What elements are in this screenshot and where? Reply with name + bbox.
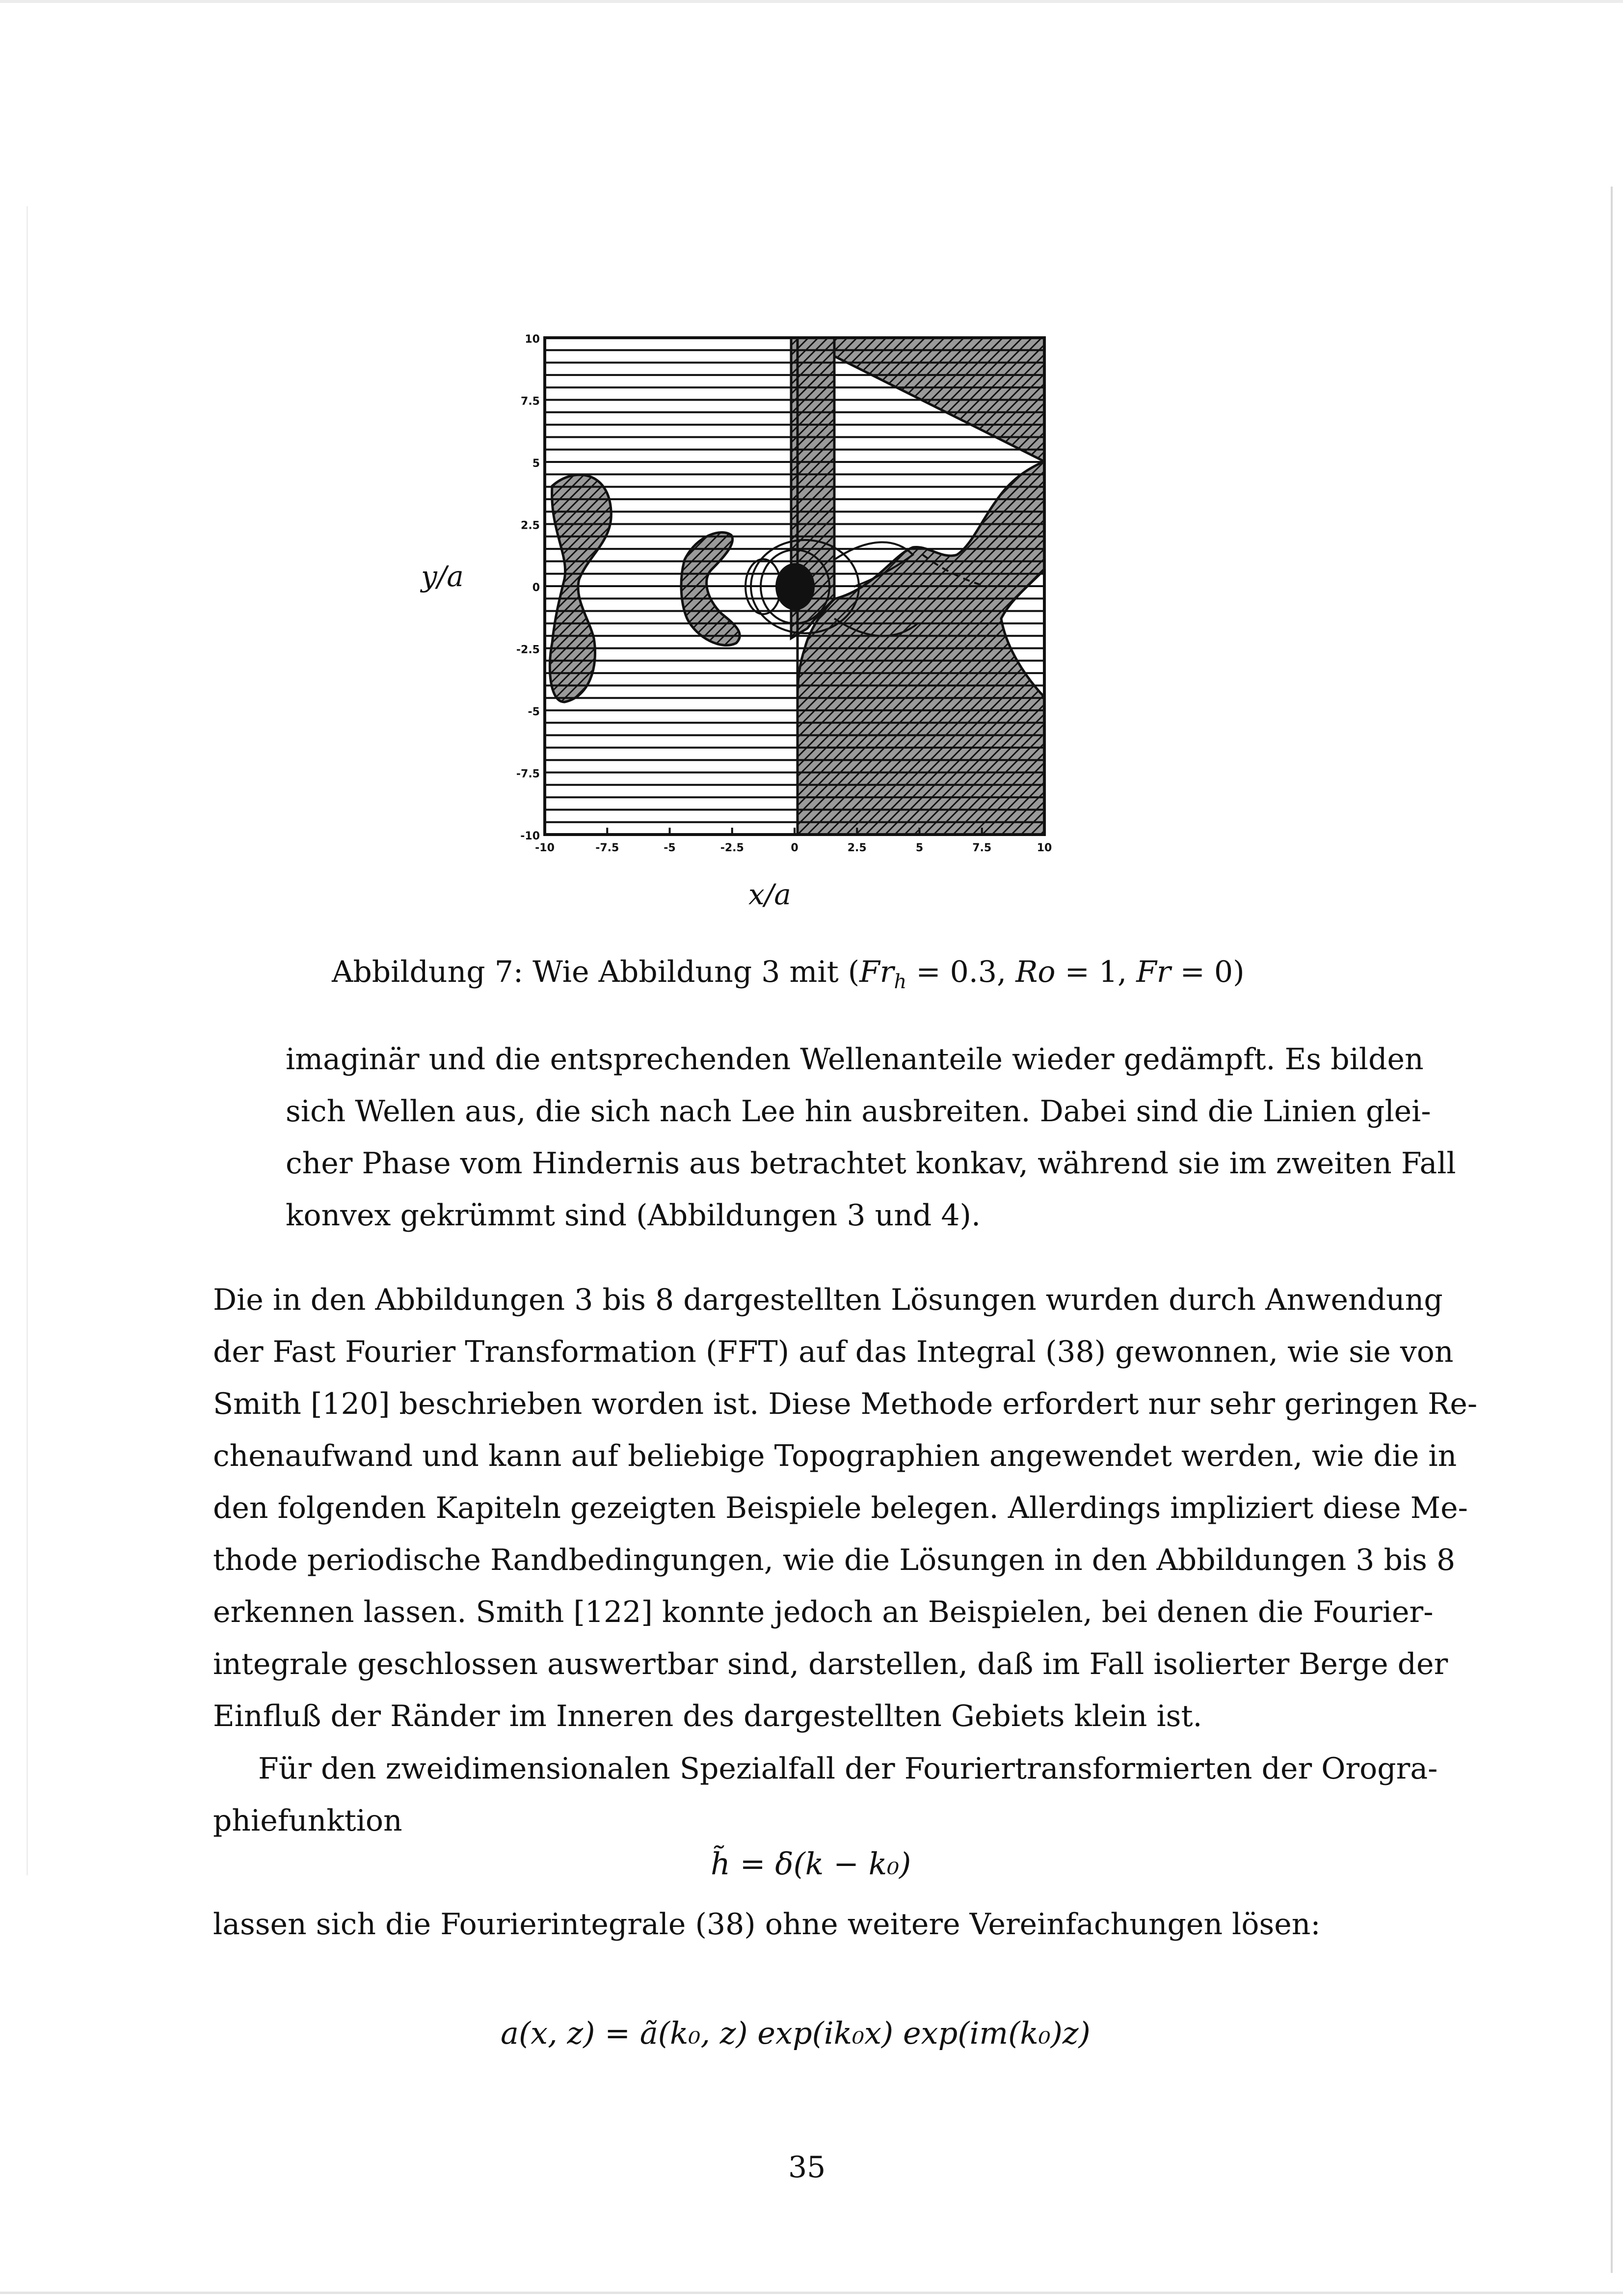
paragraph-3: [213, 1743, 1438, 1847]
paragraph-3-line: Für den zweidimensionalen Spezialfall der Fouriertransformierten der Orogra-: [258, 1752, 1438, 1786]
y-axis-label: y/a: [421, 560, 464, 593]
paragraph-2-line: thode periodische Randbedingungen, wie die Lösungen in den Abbildungen 3 bis 8: [213, 1543, 1456, 1577]
scan-edge-right: [1611, 187, 1613, 2273]
paragraph-2-line: chenaufwand und kann auf beliebige Topographien angewendet werden, wie die in: [213, 1439, 1457, 1473]
scan-edge-top: [0, 0, 1623, 3]
paragraph-1: [286, 1033, 1456, 1242]
caption-eq3: = 0): [1171, 955, 1245, 989]
horizontal-contour-lines: [545, 338, 1044, 835]
paragraph-2-line: erkennen lassen. Smith [122] konnte jedoch an Beispielen, bei denen die Fourier-: [213, 1595, 1434, 1629]
caption-subscript-h: h: [894, 971, 907, 993]
caption-prefix: Abbildung 7: Wie Abbildung 3 mit (: [332, 955, 860, 989]
y-tick-label: 10: [525, 333, 540, 346]
x-tick-label: 5: [915, 842, 924, 854]
caption-var-frh: Fr: [859, 955, 894, 989]
x-axis-label: x/a: [748, 878, 791, 911]
paragraph-1-line: imaginär und die entsprechenden Wellenanteile wieder gedämpft. Es bilden: [286, 1042, 1424, 1077]
x-tick-label: -7.5: [595, 842, 619, 854]
paragraph-2: [213, 1274, 1478, 1742]
y-tick-label: -10: [520, 830, 540, 842]
y-tick-label: 0: [532, 582, 540, 594]
equation-1: h̃ = δ(k − k₀): [711, 1846, 911, 1882]
y-tick-label: 7.5: [521, 395, 540, 408]
y-tick-label: 5: [532, 458, 540, 470]
paragraph-1-line: sich Wellen aus, die sich nach Lee hin ausbreiten. Dabei sind die Linien glei-: [286, 1094, 1431, 1129]
paragraph-2-line: Smith [120] beschrieben worden ist. Diese Methode erfordert nur sehr geringen Re-: [213, 1387, 1478, 1421]
y-tick-label: -5: [528, 706, 540, 718]
paragraph-2-line: Einfluß der Ränder im Inneren des dargestellten Gebiets klein ist.: [213, 1699, 1202, 1733]
page-number: 35: [788, 2150, 826, 2185]
y-tick-label: -2.5: [516, 644, 540, 656]
x-tick-label: -2.5: [720, 842, 744, 854]
paragraph-2-line: Die in den Abbildungen 3 bis 8 dargestellten Lösungen wurden durch Anwendung: [213, 1283, 1443, 1317]
paragraph-2-line: den folgenden Kapiteln gezeigten Beispiele belegen. Allerdings impliziert diese Me-: [213, 1491, 1468, 1525]
scan-edge-bottom: [0, 2292, 1623, 2294]
caption-var-ro: Ro: [1015, 955, 1056, 989]
figure-contour-plot: [421, 324, 1070, 928]
x-tick-label: 0: [791, 842, 798, 854]
x-tick-label: -5: [664, 842, 676, 854]
paragraph-1-line: konvex gekrümmt sind (Abbildungen 3 und 4).: [286, 1198, 981, 1233]
paragraph-2-line: der Fast Fourier Transformation (FFT) auf das Integral (38) gewonnen, wie sie von: [213, 1335, 1454, 1369]
y-tick-label: 2.5: [521, 519, 540, 532]
paragraph-4: lassen sich die Fourierintegrale (38) ohne weitere Vereinfachungen lösen:: [213, 1907, 1321, 1942]
x-tick-label: 10: [1037, 842, 1052, 854]
x-tick-label: -10: [535, 842, 555, 854]
caption-eq2: = 1,: [1055, 955, 1137, 989]
contour-plot-svg: [491, 324, 1070, 879]
x-tick-label: 7.5: [972, 842, 992, 854]
x-tick-label: 2.5: [847, 842, 867, 854]
paragraph-1-line: cher Phase vom Hindernis aus betrachtet konkav, während sie im zweiten Fall: [286, 1146, 1456, 1181]
scan-edge-left: [27, 206, 28, 1875]
caption-var-fr: Fr: [1136, 955, 1171, 989]
caption-eq1: = 0.3,: [906, 955, 1016, 989]
y-tick-label: -7.5: [516, 768, 540, 781]
figure-caption: [332, 955, 1245, 993]
paragraph-2-line: integrale geschlossen auswertbar sind, darstellen, daß im Fall isolierter Berge der: [213, 1647, 1448, 1681]
equation-2: a(x, z) = ã(k₀, z) exp(ik₀x) exp(im(k₀)z): [501, 2015, 1091, 2051]
paragraph-3-line: phiefunktion: [213, 1804, 402, 1838]
